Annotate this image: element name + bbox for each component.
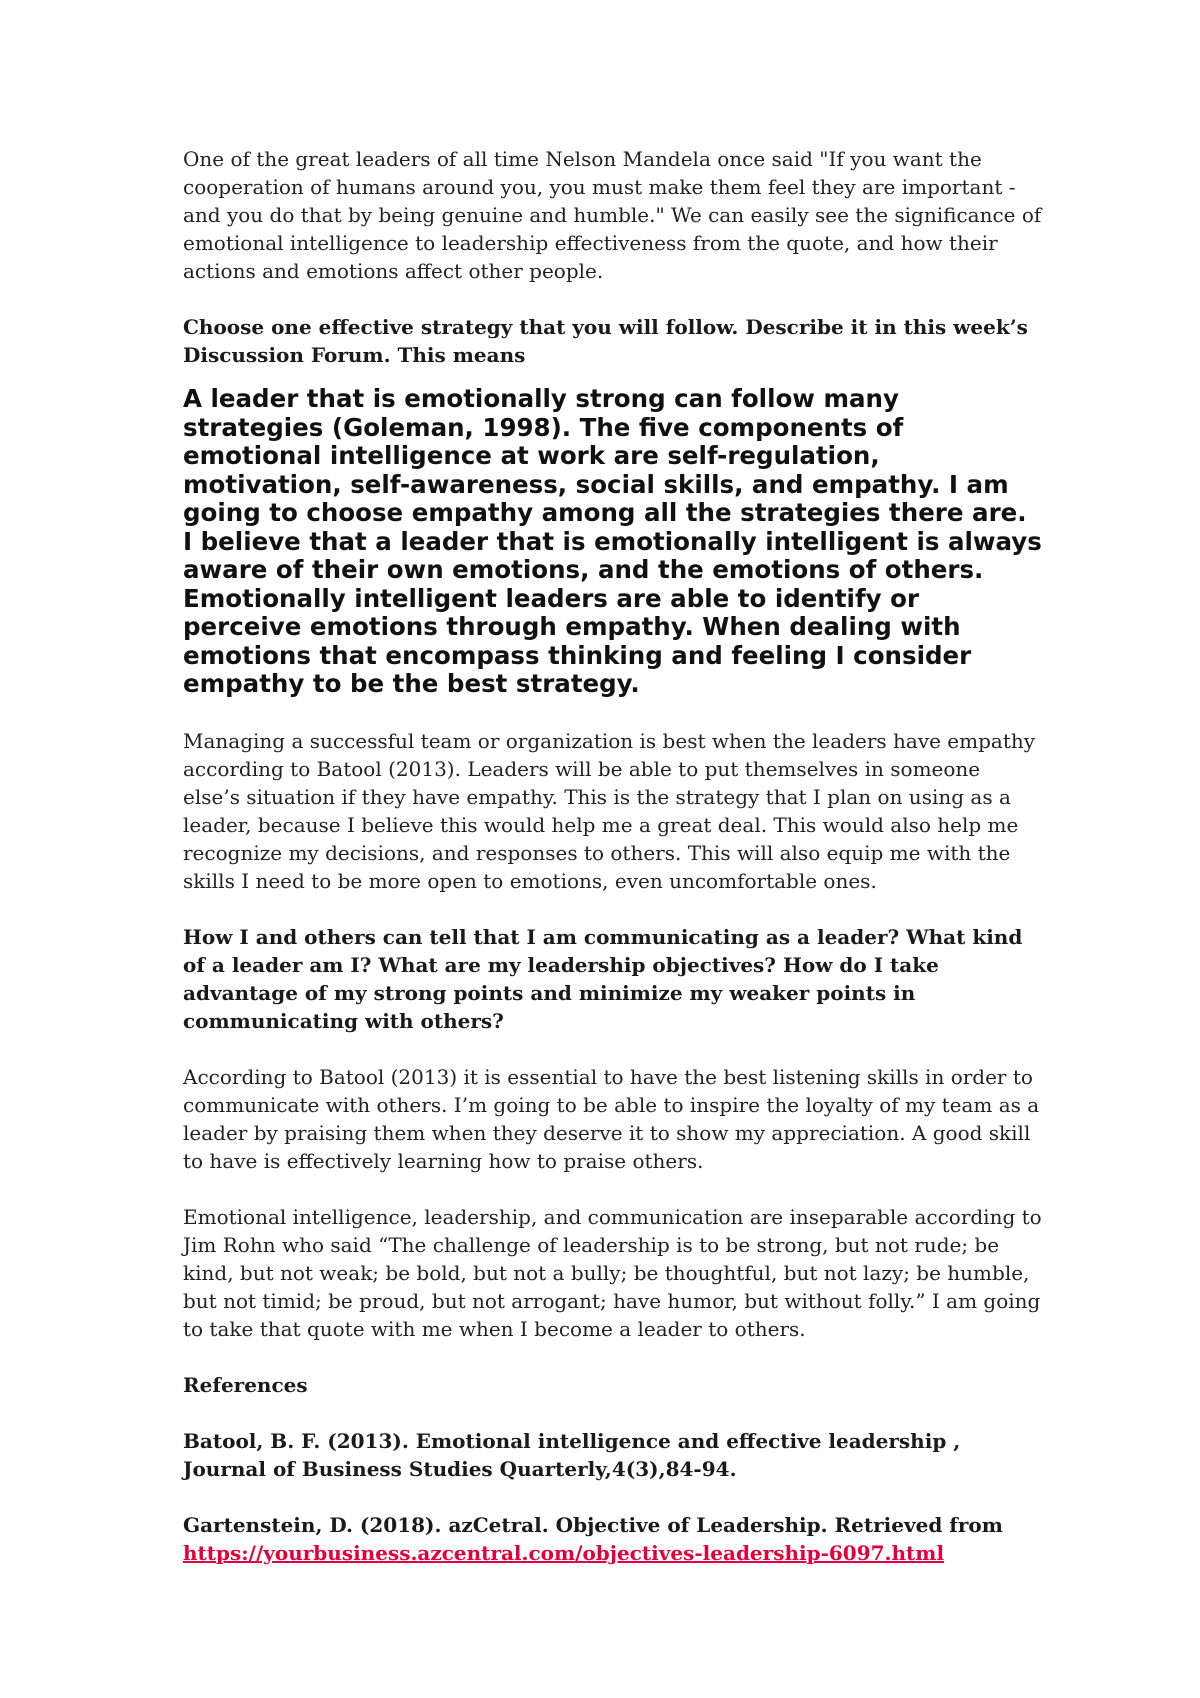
- prompt-strategy: Choose one effective strategy that you will follow. Describe it in this week’s Discussion Forum. This means: [183, 315, 1028, 367]
- document-page: [183, 145, 1043, 1567]
- reference-entry-text: Gartenstein, D. (2018). azCetral. Objective of Leadership. Retrieved from: [183, 1512, 1003, 1537]
- reference-entry-gartenstein: [183, 1511, 1043, 1567]
- reference-link[interactable]: https://yourbusiness.azcentral.com/objectives-leadership-6097.html: [183, 1540, 945, 1565]
- listening-paragraph: According to Batool (2013) it is essential to have the best listening skills in order to communicate with others. I’m going to be able to inspire the loyalty of my team as a leader by praising them when they deserve it to show my appreciation. A good skill to have is effectively learning how to praise others.: [183, 1064, 1040, 1173]
- empathy-paragraph: Managing a successful team or organization is best when the leaders have empathy according to Batool (2013). Leaders will be able to put themselves in someone else’s situation if they have empathy. This is the strategy that I plan on using as a leader, because I believe this would help me a great deal. This would also help me recognize my decisions, and responses to others. This will also equip me with the skills I need to be more open to emotions, even uncomfortable ones.: [183, 728, 1036, 893]
- reference-entry-batool: Batool, B. F. (2013). Emotional intelligence and effective leadership , Journal of Business Studies Quarterly,4(3),84-94.: [183, 1428, 961, 1481]
- rohn-quote-paragraph: Emotional intelligence, leadership, and communication are inseparable according to Jim Rohn who said “The challenge of leadership is to be strong, but not rude; be kind, but not weak; be bold, but not a bully; be thoughtful, but not lazy; be humble, but not timid; be proud, but not arrogant; have humor, but without folly.” I am going to take that quote with me when I become a leader to others.: [183, 1204, 1042, 1341]
- references-heading: References: [183, 1372, 308, 1397]
- intro-paragraph: One of the great leaders of all time Nelson Mandela once said "If you want the cooperation of humans around you, you must make them feel they are important - and you do that by being genuine and humble." We can easily see the significance of emotional intelligence to leadership effectiveness from the quote, and how their actions and emotions affect other people.: [183, 147, 1042, 283]
- strategy-answer-paragraph: A leader that is emotionally strong can follow many strategies (Goleman, 1998). The five components of emotional intelligence at work are self-regulation, motivation, self-awareness, social skills, and empathy. I am going to choose empathy among all the strategies there are. I believe that a leader that is emotionally intelligent is always aware of their own emotions, and the emotions of others. Emotionally intelligent leaders are able to identify or perceive emotions through empathy. When dealing with emotions that encompass thinking and feeling I consider empathy to be the best strategy.: [183, 384, 1042, 698]
- prompt-communication: How I and others can tell that I am communicating as a leader? What kind of a leader am I? What are my leadership objectives? How do I take advantage of my strong points and minimize my weaker points in communicating with others?: [183, 924, 1023, 1033]
